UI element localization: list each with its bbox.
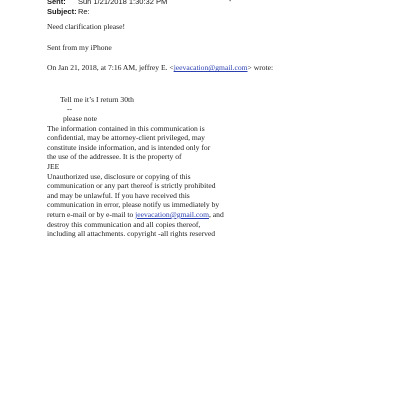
message-line-1: Need clarification please! [47, 22, 126, 31]
stray-mark: - [229, 0, 232, 5]
subject-value: Re: [78, 6, 90, 16]
notify-email-link[interactable]: jeevacation@gmail.com [135, 209, 209, 219]
notify-line [47, 210, 273, 220]
notice-line: Unauthorized use, disclosure or copying of this [47, 171, 191, 181]
closing-line: destroy this communication and all copies thereof, [47, 219, 201, 229]
closing-line: including all attachments. copyright -all rights reserved [47, 229, 216, 239]
notify-prefix: return e-mail or by e-mail to [47, 209, 136, 219]
attribution-line [47, 63, 273, 73]
notice-line: constitute inside information, and is intended only for [47, 142, 211, 152]
note-heading: please note [63, 113, 97, 123]
attribution-prefix: On Jan 21, 2018, at 7:16 AM, jeffrey E. < [47, 63, 174, 73]
sent-value: Sun 1/21/2018 1:30:32 PM [78, 0, 168, 6]
notice-line: The information contained in this communication is [47, 123, 205, 133]
notice-line: communication or any part thereof is strictly prohibited [47, 181, 216, 191]
email-header [47, 0, 167, 16]
notice-line: the use of the addressee. It is the property of [47, 152, 182, 162]
attribution-suffix: > wrote: [247, 63, 274, 73]
attribution-email-link[interactable]: jeevacation@gmail.com [173, 63, 248, 73]
notify-suffix: , and [208, 209, 224, 219]
sent-label: Sent: [47, 0, 66, 6]
subject-label: Subject: [47, 6, 77, 16]
subject-row [47, 7, 167, 17]
notice-line: communication in error, please notify us immediately by [47, 200, 220, 210]
notice-line: confidential, may be attorney-client privileged, may [47, 133, 205, 143]
message-line-2: Sent from my iPhone [47, 42, 112, 52]
quoted-separator: -- [67, 104, 73, 114]
notice-line: and may be unlawful. If you have received this [47, 190, 190, 200]
quoted-reply: Tell me it’s I return 30th [60, 94, 134, 104]
quoted-message [47, 95, 273, 239]
notice-line: JEE [47, 161, 60, 171]
email-body [47, 22, 273, 239]
